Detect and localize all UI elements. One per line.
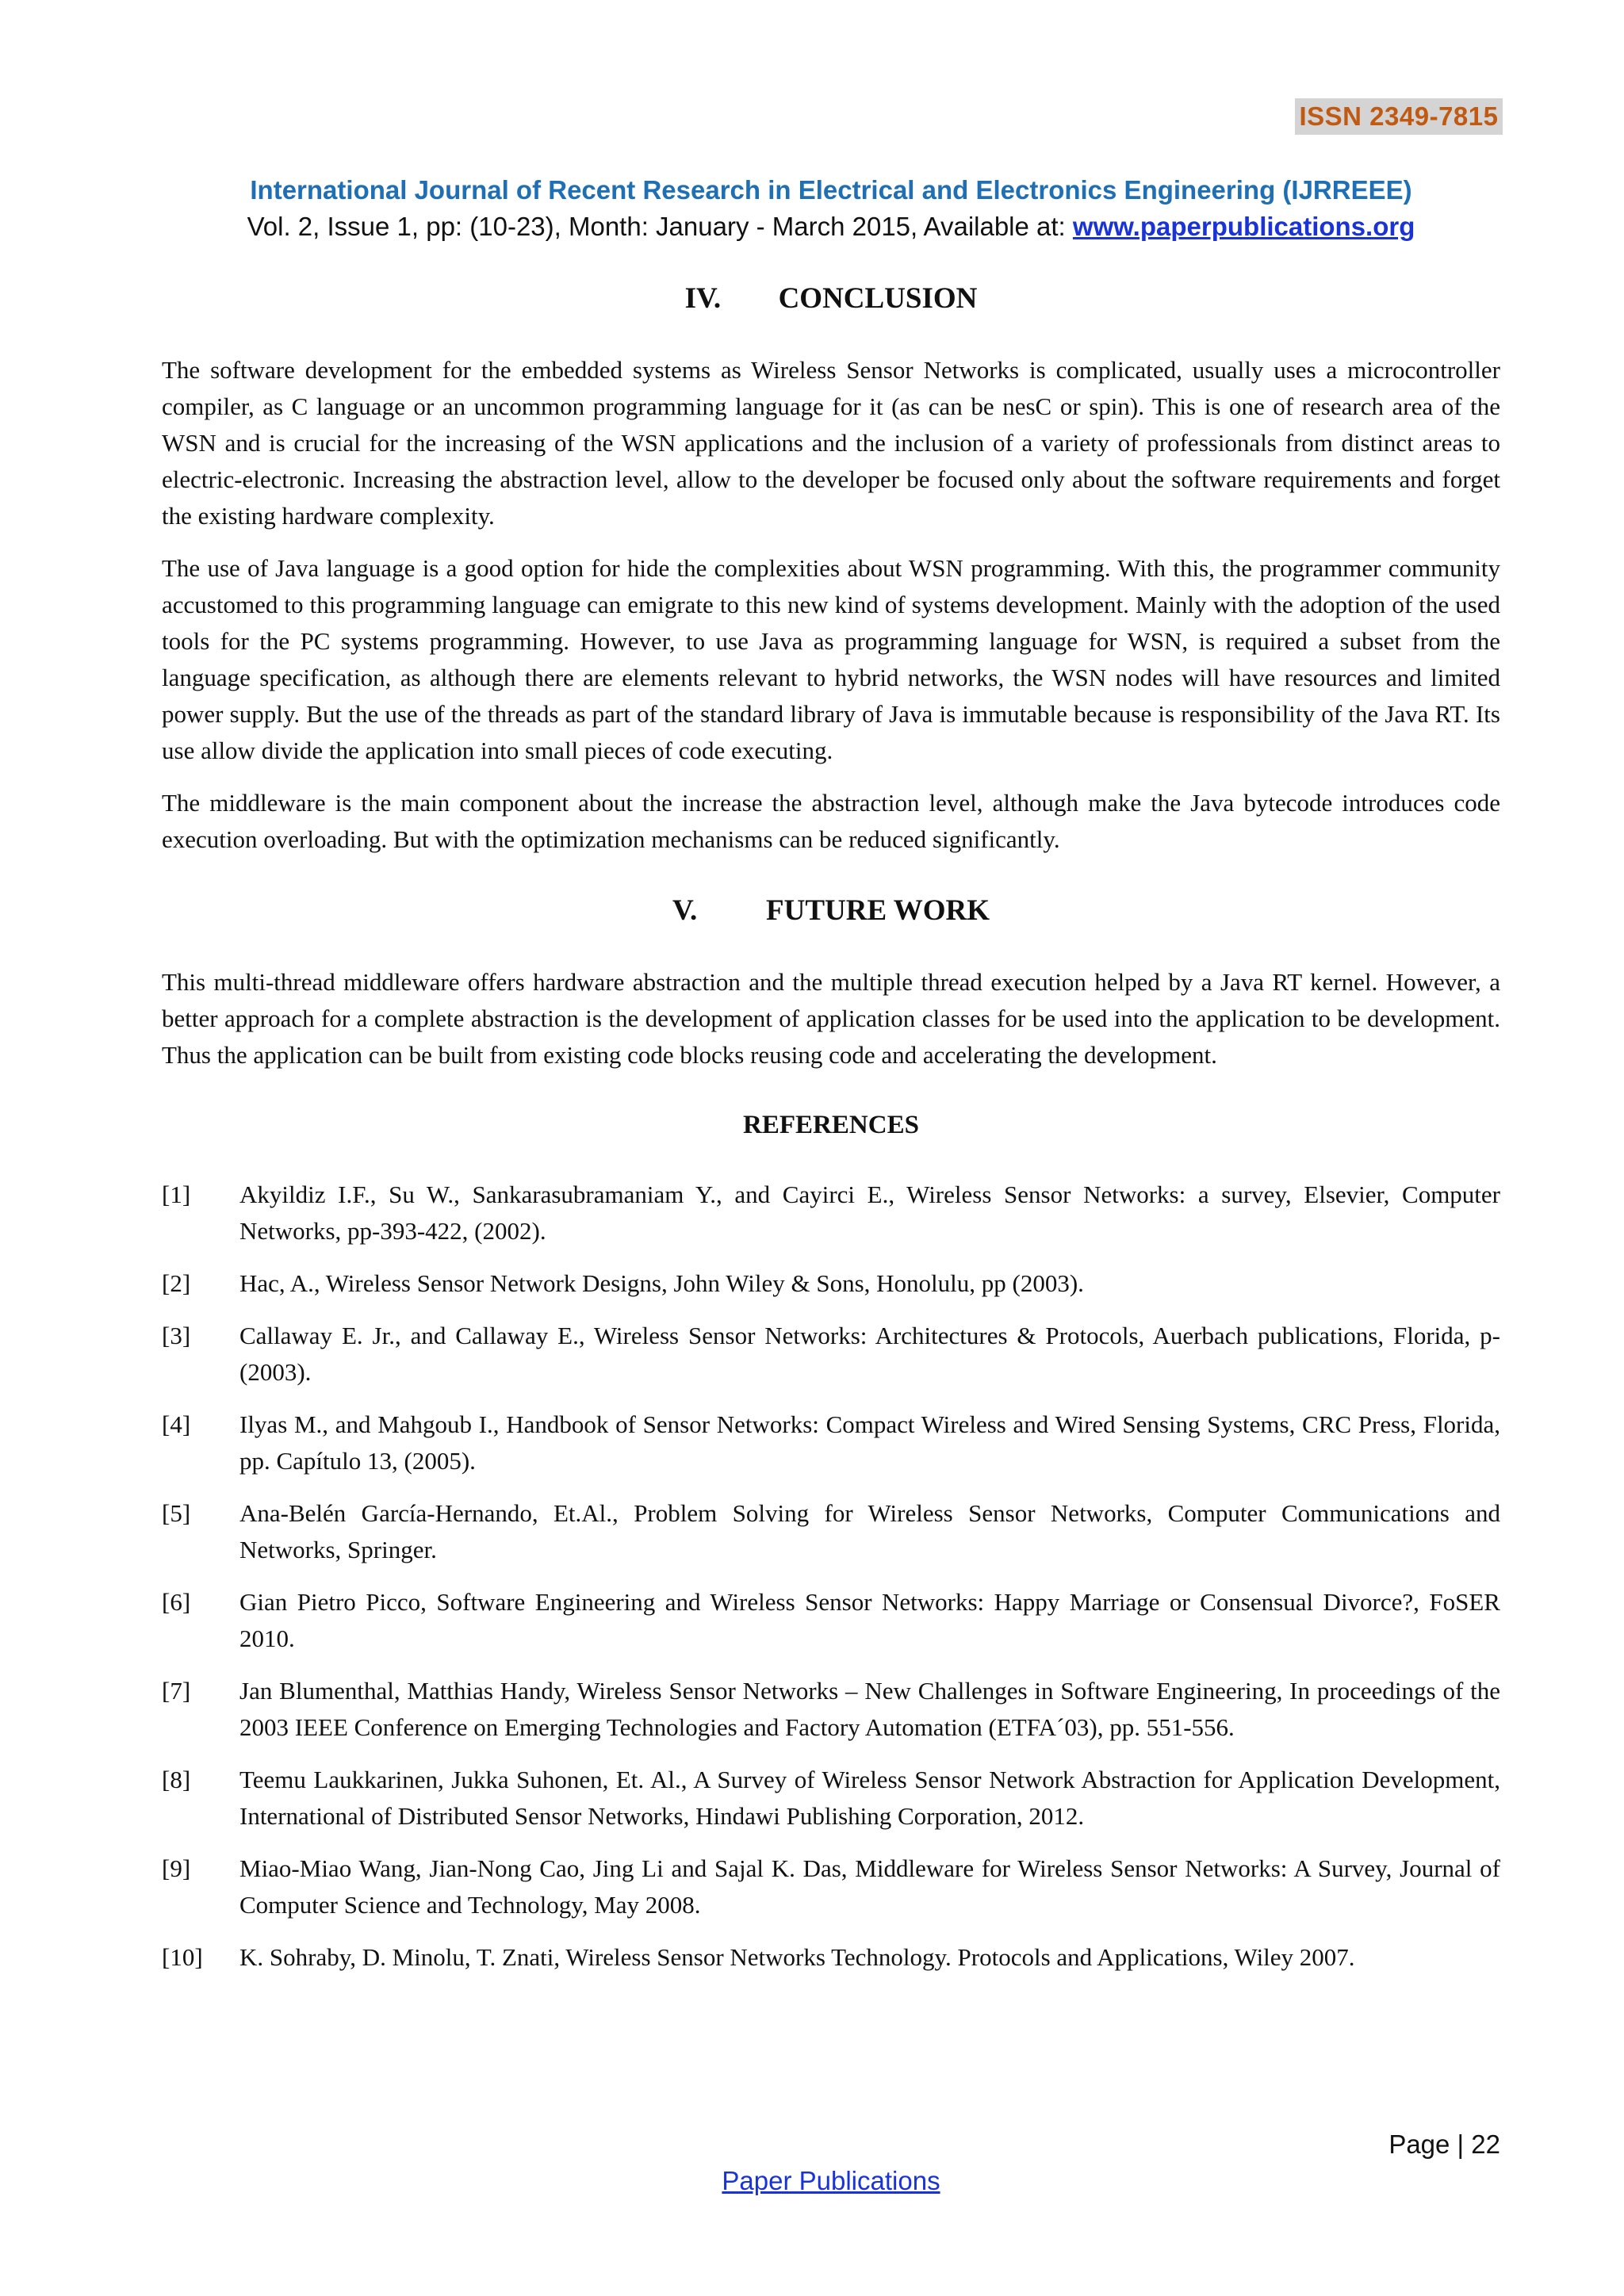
- website-link[interactable]: www.paperpublications.org: [1072, 212, 1415, 241]
- reference-text: Miao-Miao Wang, Jian-Nong Cao, Jing Li and Sajal K. Das, Middleware for Wireless Sensor Networks: A Survey, Journal of Computer Science and Technology, May 2008.: [239, 1854, 1500, 1919]
- conclusion-heading: [162, 279, 1500, 319]
- conclusion-paragraph: The middleware is the main component about the increase the abstraction level, although make the Java bytecode introduces code execution overloading. But with the optimization mechanisms can be reduced significantly.: [162, 789, 1500, 853]
- future-work-heading: [162, 891, 1500, 931]
- reference-number: [9]: [162, 1854, 191, 1882]
- section-title: FUTURE WORK: [766, 894, 990, 927]
- volume-text: Vol. 2, Issue 1, pp: (10-23), Month: January - March 2015, Available at:: [247, 212, 1073, 241]
- journal-volume-info: [0, 209, 1624, 244]
- reference-text: Akyildiz I.F., Su W., Sankarasubramaniam Y., and Cayirci E., Wireless Sensor Networks: a survey, Elsevier, Computer Networks, pp-393-422, (2002).: [239, 1181, 1500, 1245]
- reference-text: K. Sohraby, D. Minolu, T. Znati, Wireless Sensor Networks Technology. Protocols and Applications, Wiley 2007.: [239, 1943, 1355, 1971]
- reference-text: Callaway E. Jr., and Callaway E., Wireless Sensor Networks: Architectures & Protocols, Auerbach publications, Florida, p- (2003).: [239, 1322, 1500, 1386]
- reference-text: Ilyas M., and Mahgoub I., Handbook of Sensor Networks: Compact Wireless and Wired Sensing Systems, CRC Press, Florida, pp. Capítulo 13, (2005).: [239, 1410, 1500, 1475]
- reference-item: [162, 1850, 1500, 1923]
- publisher-link[interactable]: Paper Publications: [722, 2166, 940, 2195]
- reference-text: Gian Pietro Picco, Software Engineering and Wireless Sensor Networks: Happy Marriage or Consensual Divorce?, FoSER 2010.: [239, 1588, 1500, 1652]
- reference-text: Teemu Laukkarinen, Jukka Suhonen, Et. Al., A Survey of Wireless Sensor Network Abstraction for Application Development, International of Distributed Sensor Networks, Hindawi Publishing Corporation, 2012.: [239, 1766, 1500, 1830]
- reference-item: [162, 1673, 1500, 1746]
- reference-number: [1]: [162, 1181, 191, 1208]
- section-number: IV.: [684, 282, 722, 315]
- reference-text: Ana-Belén García-Hernando, Et.Al., Problem Solving for Wireless Sensor Networks, Computer Communications and Networks, Springer.: [239, 1499, 1500, 1563]
- reference-item: [162, 1762, 1500, 1835]
- reference-number: [6]: [162, 1588, 191, 1616]
- section-title: CONCLUSION: [778, 282, 978, 315]
- reference-item: [162, 1318, 1500, 1391]
- references-heading: REFERENCES: [743, 1111, 919, 1139]
- issn-badge: ISSN 2349-7815: [1295, 98, 1503, 135]
- reference-text: Jan Blumenthal, Matthias Handy, Wireless Sensor Networks – New Challenges in Software Engineering, In proceedings of the 2003 IEEE Conference on Emerging Technologies and Factory Automation (ETFA´03), pp. 551-556.: [239, 1677, 1500, 1741]
- reference-number: [7]: [162, 1677, 191, 1705]
- page-number: Page | 22: [1388, 2130, 1500, 2159]
- reference-number: [10]: [162, 1943, 203, 1971]
- section-number: V.: [672, 894, 698, 927]
- conclusion-paragraph: The use of Java language is a good option for hide the complexities about WSN programming. With this, the programmer community accustomed to this programming language can emigrate to this new kind of systems development. Mainly with the adoption of the used tools for the PC systems programming. However, to use Java as programming language for WSN, is required a subset from the language specification, as although there are elements relevant to hybrid networks, the WSN nodes will have resources and limited power supply. But the use of the threads as part of the standard library of Java is immutable because is responsibility of the Java RT. Its use allow divide the application into small pieces of code executing.: [162, 554, 1500, 764]
- reference-item: [162, 1406, 1500, 1479]
- reference-number: [3]: [162, 1322, 191, 1349]
- reference-item: [162, 1495, 1500, 1568]
- reference-item: [162, 1265, 1500, 1302]
- reference-number: [4]: [162, 1410, 191, 1438]
- conclusion-paragraph: The software development for the embedded systems as Wireless Sensor Networks is complicated, usually uses a microcontroller compiler, as C language or an uncommon programming language for it (as can be nesC or spin). This is one of research area of the WSN and is crucial for the increasing of the WSN applications and the inclusion of a variety of professionals from distinct areas to electric-electronic. Increasing the abstraction level, allow to the developer be focused only about the software requirements and forget the existing hardware complexity.: [162, 356, 1500, 530]
- reference-number: [8]: [162, 1766, 191, 1793]
- journal-title: International Journal of Recent Research in Electrical and Electronics Engineering (IJRREEE): [250, 175, 1412, 205]
- reference-text: Hac, A., Wireless Sensor Network Designs, John Wiley & Sons, Honolulu, pp (2003).: [239, 1269, 1084, 1297]
- reference-number: [5]: [162, 1499, 191, 1527]
- future-work-paragraph: This multi-thread middleware offers hardware abstraction and the multiple thread execution helped by a Java RT kernel. However, a better approach for a complete abstraction is the development of application classes for be used into the application to be development. Thus the application can be built from existing code blocks reusing code and accelerating the development.: [162, 968, 1500, 1069]
- reference-item: [162, 1584, 1500, 1657]
- page-content: [162, 279, 1500, 1992]
- reference-item: [162, 1939, 1500, 1976]
- reference-number: [2]: [162, 1269, 191, 1297]
- reference-item: [162, 1177, 1500, 1249]
- references-list: [162, 1177, 1500, 1976]
